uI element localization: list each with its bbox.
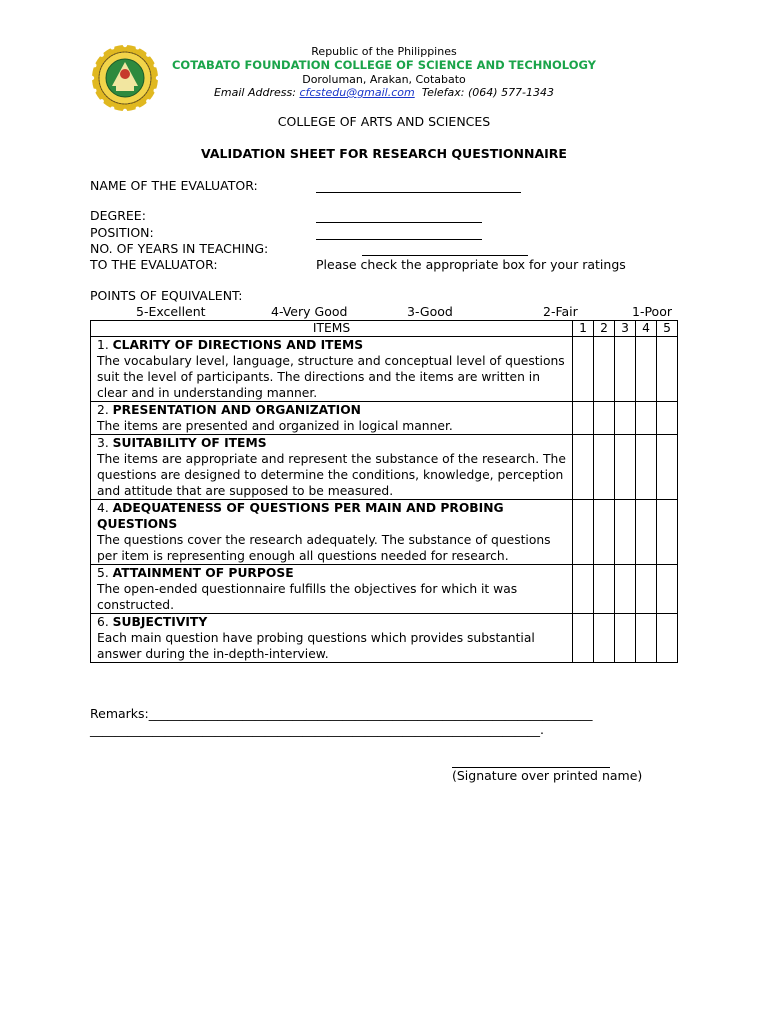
criterion-description: The items are appropriate and represent the substance of the research. The questions are designed to determine the conditions, knowledge, perception and attitude that are supposed to be measured. <box>97 452 566 498</box>
signature-caption: (Signature over printed name) <box>452 768 643 783</box>
rating-box-4[interactable] <box>636 565 657 614</box>
header-address: Doroluman, Arakan, Cotabato <box>302 73 466 86</box>
rating-box-1[interactable] <box>573 614 594 663</box>
criterion-1 <box>91 337 573 402</box>
school-seal-logo <box>89 42 161 114</box>
table-row <box>91 402 678 435</box>
years-teaching-line[interactable] <box>362 255 528 256</box>
rating-box-5[interactable] <box>657 337 678 402</box>
rating-box-5[interactable] <box>657 565 678 614</box>
rating-box-5[interactable] <box>657 402 678 435</box>
document-title: VALIDATION SHEET FOR RESEARCH QUESTIONNAIRE <box>201 146 567 161</box>
scale-poor: 1-Poor <box>632 304 672 319</box>
rating-box-3[interactable] <box>615 435 636 500</box>
criterion-title: CLARITY OF DIRECTIONS AND ITEMS <box>112 338 364 352</box>
position-line[interactable] <box>316 239 482 240</box>
criterion-number: 5. <box>97 566 113 580</box>
rating-box-5[interactable] <box>657 435 678 500</box>
telefax-text: Telefax: (064) 577-1343 <box>414 86 555 99</box>
table-row <box>91 435 678 500</box>
rating-box-5[interactable] <box>657 500 678 565</box>
rating-header-2: 2 <box>594 321 615 337</box>
rating-box-3[interactable] <box>615 565 636 614</box>
criterion-title: ADEQUATENESS OF QUESTIONS PER MAIN AND PROBING QUESTIONS <box>97 501 504 531</box>
rating-box-2[interactable] <box>594 614 615 663</box>
email-label: Email Address: <box>213 86 300 99</box>
table-row <box>91 565 678 614</box>
rating-box-2[interactable] <box>594 500 615 565</box>
rating-box-1[interactable] <box>573 565 594 614</box>
position-label: POSITION: <box>90 225 154 240</box>
rating-box-4[interactable] <box>636 402 657 435</box>
criterion-description: The open-ended questionnaire fulfills the objectives for which it was constructed. <box>97 582 518 612</box>
rating-box-4[interactable] <box>636 500 657 565</box>
criterion-6 <box>91 614 573 663</box>
rating-box-2[interactable] <box>594 402 615 435</box>
to-evaluator-instruction: Please check the appropriate box for your ratings <box>316 257 626 272</box>
items-header: ITEMS <box>91 321 573 337</box>
criterion-description: The items are presented and organized in logical manner. <box>97 419 453 433</box>
criterion-description: Each main question have probing questions which provides substantial answer during the in-depth-interview. <box>97 631 535 661</box>
rating-header-5: 5 <box>657 321 678 337</box>
criterion-number: 2. <box>97 403 113 417</box>
table-header-row <box>91 321 678 337</box>
rating-box-1[interactable] <box>573 337 594 402</box>
rating-table <box>90 320 678 663</box>
criterion-number: 4. <box>97 501 113 515</box>
rating-box-5[interactable] <box>657 614 678 663</box>
rating-box-3[interactable] <box>615 614 636 663</box>
criterion-2 <box>91 402 573 435</box>
rating-box-3[interactable] <box>615 402 636 435</box>
criterion-title: PRESENTATION AND ORGANIZATION <box>112 403 361 417</box>
rating-box-3[interactable] <box>615 337 636 402</box>
evaluator-name-label: NAME OF THE EVALUATOR: <box>90 178 258 193</box>
college-name: COLLEGE OF ARTS AND SCIENCES <box>277 114 491 129</box>
rating-box-1[interactable] <box>573 435 594 500</box>
rating-box-4[interactable] <box>636 337 657 402</box>
table-row <box>91 337 678 402</box>
criterion-title: ATTAINMENT OF PURPOSE <box>112 566 294 580</box>
criterion-3 <box>91 435 573 500</box>
rating-header-3: 3 <box>615 321 636 337</box>
rating-box-4[interactable] <box>636 435 657 500</box>
years-teaching-label: NO. OF YEARS IN TEACHING: <box>90 241 269 256</box>
criterion-number: 3. <box>97 436 113 450</box>
criterion-number: 6. <box>97 615 113 629</box>
remarks-line-1[interactable]: _______________________________________________________________________ <box>148 706 593 721</box>
remarks-label: Remarks: <box>90 706 149 721</box>
remarks-line-2[interactable]: ________________________________________________________________________. <box>90 722 544 737</box>
criterion-title: SUITABILITY OF ITEMS <box>112 436 267 450</box>
header-institution: COTABATO FOUNDATION COLLEGE OF SCIENCE AND TECHNOLOGY <box>171 58 597 72</box>
header-republic: Republic of the Philippines <box>311 45 457 58</box>
scale-good: 3-Good <box>407 304 453 319</box>
table-row <box>91 500 678 565</box>
rating-box-1[interactable] <box>573 500 594 565</box>
rating-header-1: 1 <box>573 321 594 337</box>
rating-box-2[interactable] <box>594 435 615 500</box>
criterion-number: 1. <box>97 338 113 352</box>
rating-box-2[interactable] <box>594 565 615 614</box>
evaluator-name-line[interactable] <box>316 192 521 193</box>
degree-label: DEGREE: <box>90 208 146 223</box>
rating-box-3[interactable] <box>615 500 636 565</box>
criterion-title: SUBJECTIVITY <box>112 615 208 629</box>
remarks-row[interactable] <box>90 706 593 721</box>
scale-fair: 2-Fair <box>543 304 578 319</box>
scale-very-good: 4-Very Good <box>271 304 348 319</box>
table-row <box>91 614 678 663</box>
degree-line[interactable] <box>316 222 482 223</box>
email-link[interactable]: cfcstedu@gmail.com <box>299 86 415 99</box>
criterion-description: The questions cover the research adequately. The substance of questions per item is representing enough all questions needed for research. <box>97 533 551 563</box>
criterion-4 <box>91 500 573 565</box>
criterion-description: The vocabulary level, language, structure and conceptual level of questions suit the level of participants. The directions and the items are written in clear and in understanding manner. <box>97 354 565 400</box>
to-evaluator-label: TO THE EVALUATOR: <box>90 257 218 272</box>
criterion-5 <box>91 565 573 614</box>
header-contact <box>160 86 608 99</box>
points-equivalent-label: POINTS OF EQUIVALENT: <box>90 288 243 303</box>
scale-excellent: 5-Excellent <box>136 304 206 319</box>
rating-box-1[interactable] <box>573 402 594 435</box>
rating-box-2[interactable] <box>594 337 615 402</box>
rating-box-4[interactable] <box>636 614 657 663</box>
rating-header-4: 4 <box>636 321 657 337</box>
